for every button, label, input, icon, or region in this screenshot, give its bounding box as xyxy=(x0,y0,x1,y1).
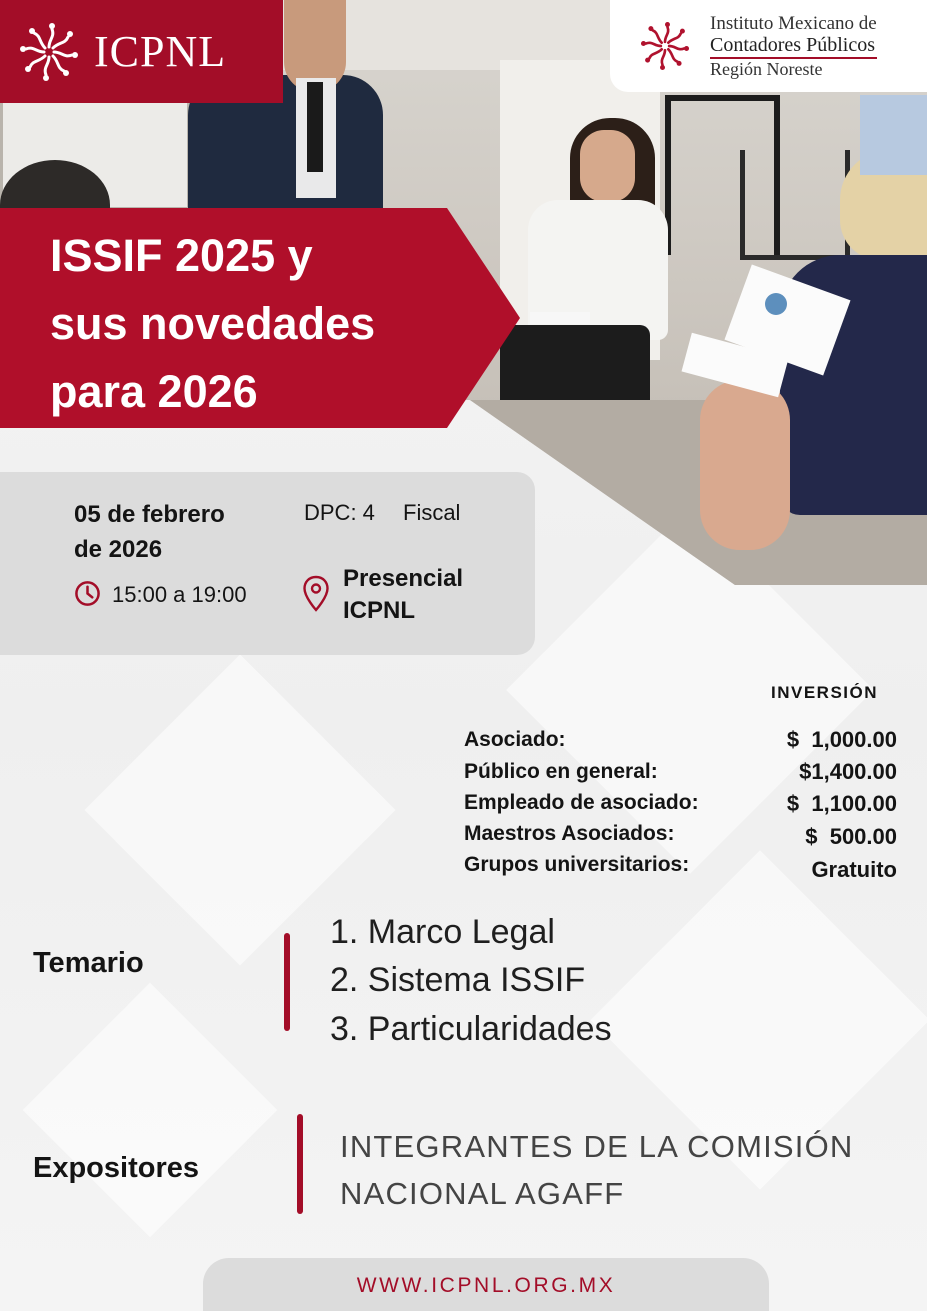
temario-item: 3. Particularidades xyxy=(330,1010,612,1048)
background-diamond xyxy=(23,983,278,1238)
price-label: Maestros Asociados: xyxy=(464,822,675,845)
imcp-line-2: Contadores Públicos xyxy=(710,34,877,59)
temario-label: Temario xyxy=(33,947,144,979)
event-area: Fiscal xyxy=(403,500,461,525)
event-date-line-2: de 2026 xyxy=(74,536,163,563)
event-date-line-1: 05 de febrero xyxy=(74,501,225,528)
title-line-1: ISSIF 2025 y xyxy=(50,230,313,281)
event-venue: ICPNL xyxy=(343,597,415,624)
price-value: $ 1,100.00 xyxy=(786,791,897,816)
price-value: $ 1,000.00 xyxy=(786,727,897,752)
expositores-divider xyxy=(297,1114,303,1214)
imcp-line-3: Región Noreste xyxy=(710,59,823,80)
location-pin-icon xyxy=(302,575,330,613)
price-value: $1,400.00 xyxy=(799,759,897,784)
title-line-3: para 2026 xyxy=(50,366,258,417)
expositores-line-1: INTEGRANTES DE LA COMISIÓN xyxy=(340,1129,854,1164)
price-label: Grupos universitarios: xyxy=(464,853,690,876)
temario-item: 1. Marco Legal xyxy=(330,913,555,951)
price-value: Gratuito xyxy=(811,857,897,882)
expositores-label: Expositores xyxy=(33,1152,199,1184)
website-link[interactable]: WWW.ICPNL.ORG.MX xyxy=(356,1274,616,1297)
price-label: Asociado: xyxy=(464,728,566,751)
icpnl-logo-text: ICPNL xyxy=(94,27,227,76)
price-label: Empleado de asociado: xyxy=(464,791,699,814)
event-dpc-points: DPC: 4 xyxy=(304,500,375,525)
title-line-2: sus novedades xyxy=(50,298,376,349)
pricing-title: INVERSIÓN xyxy=(771,683,879,702)
price-value: $ 500.00 xyxy=(805,824,897,849)
expositores-line-2: NACIONAL AGAFF xyxy=(340,1176,625,1211)
imcp-logo xyxy=(610,0,927,92)
icpnl-logo-icon xyxy=(14,17,84,87)
imcp-logo-text xyxy=(710,13,877,80)
temario-divider xyxy=(284,933,290,1031)
event-date xyxy=(74,497,225,567)
temario-item: 2. Sistema ISSIF xyxy=(330,961,586,999)
event-location xyxy=(343,563,463,627)
event-title xyxy=(50,222,470,426)
imcp-line-1: Instituto Mexicano de xyxy=(710,12,877,34)
event-hours: 15:00 a 19:00 xyxy=(112,582,247,607)
price-label: Público en general: xyxy=(464,760,658,783)
icpnl-logo xyxy=(0,0,283,103)
event-modality: Presencial xyxy=(343,565,464,592)
imcp-logo-icon xyxy=(636,17,694,75)
clock-icon xyxy=(74,580,101,607)
